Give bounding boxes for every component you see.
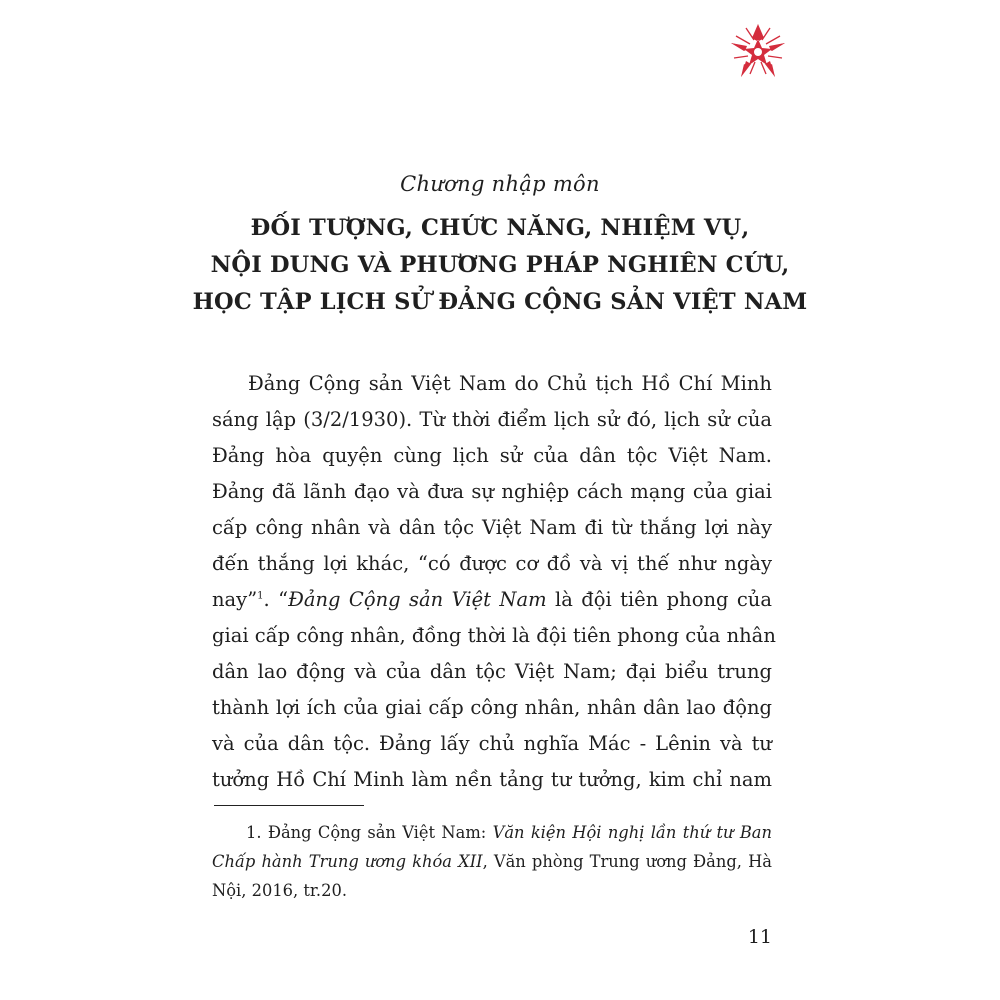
- body-text-run: là đội tiên phong của: [546, 588, 772, 611]
- body-line: Đảng Cộng sản Việt Nam do Chủ tịch Hồ Chí Minh: [248, 372, 772, 395]
- footnote-line: Nội, 2016, tr.20.: [212, 881, 347, 900]
- body-text-run: . “: [263, 588, 289, 611]
- body-paragraph: [212, 366, 776, 798]
- body-line: Đảng đã lãnh đạo và đưa sự nghiệp cách mạng của giai: [212, 480, 772, 503]
- chapter-title-line: HỌC TẬP LỊCH SỬ ĐẢNG CỘNG SẢN VIỆT NAM: [192, 289, 808, 315]
- body-line: và của dân tộc. Đảng lấy chủ nghĩa Mác - Lênin và tư: [212, 732, 772, 755]
- footnote-line: [212, 847, 772, 876]
- page-number: 11: [747, 926, 772, 948]
- body-line: đến thắng lợi khác, “có được cơ đồ và vị thế như ngày: [212, 552, 772, 575]
- body-line: cấp công nhân và dân tộc Việt Nam đi từ thắng lợi này: [212, 516, 772, 539]
- body-line: thành lợi ích của giai cấp công nhân, nhân dân lao động: [212, 696, 772, 719]
- body-line: Đảng hòa quyện cùng lịch sử của dân tộc Việt Nam.: [212, 444, 772, 467]
- body-line: [212, 582, 772, 618]
- footnote-line: [212, 818, 772, 847]
- chapter-title: [0, 210, 1000, 321]
- footnote-text-run: 1. Đảng Cộng sản Việt Nam:: [246, 823, 493, 842]
- party-star-emblem-icon: [728, 22, 788, 80]
- body-line: giai cấp công nhân, đồng thời là đội tiên phong của nhân: [212, 624, 776, 647]
- footnote-italic-run: Văn kiện Hội nghị lần thứ tư Ban: [492, 823, 772, 842]
- footnote-ref[interactable]: 1: [257, 590, 264, 602]
- footnote: [212, 818, 772, 905]
- body-italic-run: Đảng Cộng sản Việt Nam: [288, 588, 547, 611]
- footnote-italic-run: Chấp hành Trung ương khóa XII: [212, 852, 483, 871]
- footnote-divider: [214, 805, 364, 806]
- chapter-title-line: ĐỐI TƯỢNG, CHỨC NĂNG, NHIỆM VỤ,: [250, 215, 750, 241]
- body-line: dân lao động và của dân tộc Việt Nam; đại biểu trung: [212, 660, 772, 683]
- body-line: sáng lập (3/2/1930). Từ thời điểm lịch sử đó, lịch sử của: [212, 408, 772, 431]
- chapter-label: Chương nhập môn: [400, 172, 600, 196]
- body-text-run: nay”: [212, 588, 258, 611]
- chapter-title-line: NỘI DUNG VÀ PHƯƠNG PHÁP NGHIÊN CỨU,: [210, 252, 790, 278]
- footnote-text-run: , Văn phòng Trung ương Đảng, Hà: [482, 852, 772, 871]
- body-line: tưởng Hồ Chí Minh làm nền tảng tư tưởng, kim chỉ nam: [212, 768, 772, 791]
